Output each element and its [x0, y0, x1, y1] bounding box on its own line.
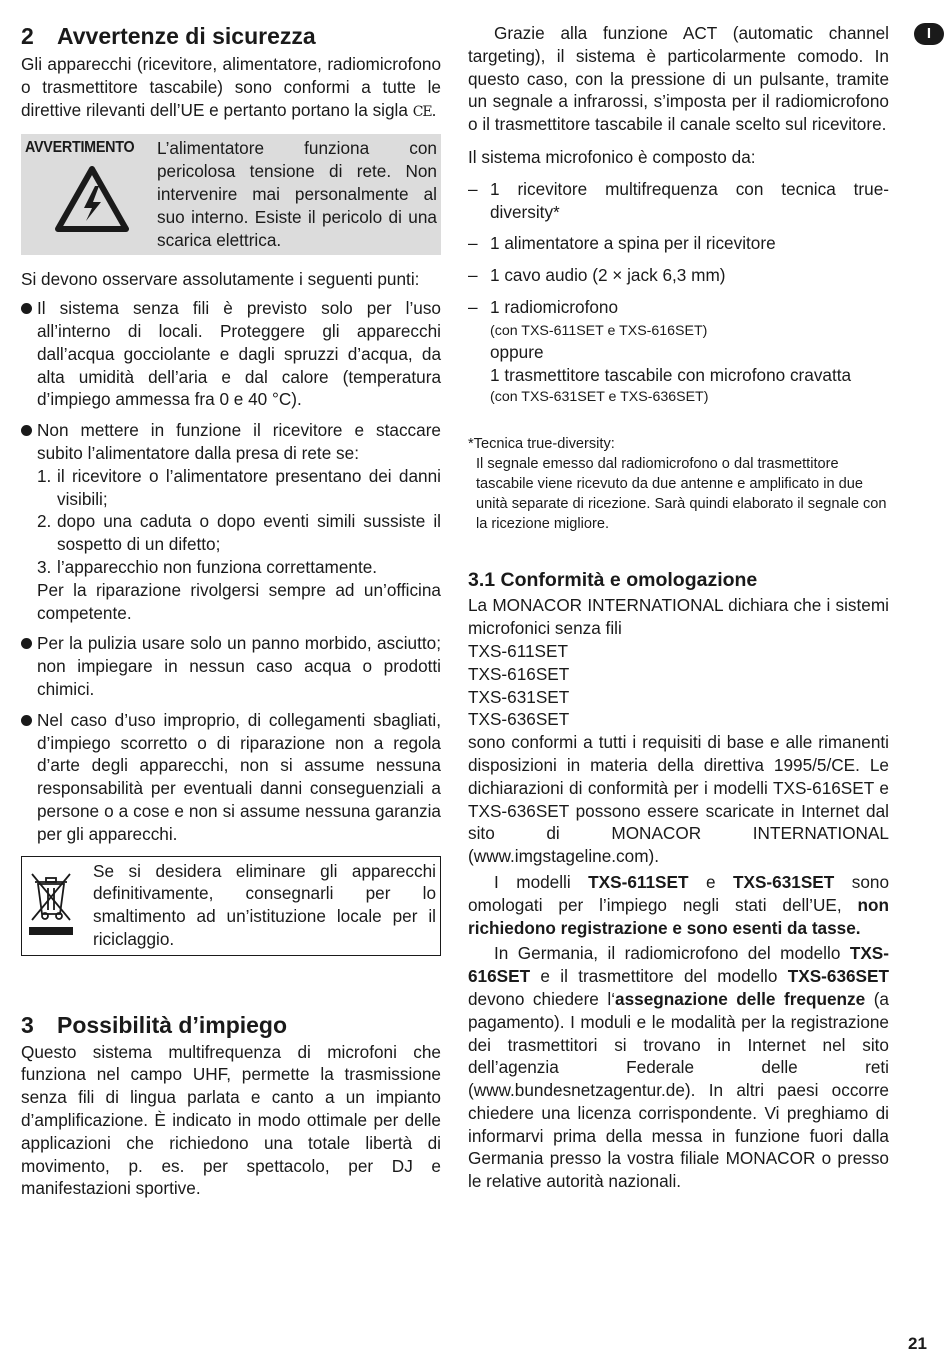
bullet-dot	[21, 425, 32, 436]
act-paragraph: Grazie alla funzione ACT (automatic channel targeting), il sistema è particolarmente comodo. In questo caso, con la pressione di un pulsante, tramite un segnale a infrarossi, s’imposta per il radiomicrofono o il trasmettitore tascabile il canale scelto sul ricevitore.	[468, 23, 889, 135]
list-item: – 1 ricevitore multifrequenza con tecnica true-diversity*	[468, 178, 889, 222]
approval-paragraph: I modelli TXS-611SET e TXS-631SET sono omologati per l’impiego negli stati dell’UE, non richiedono registrazione e sono esenti da tasse.	[468, 871, 890, 938]
observe-points: Si devono osservare assolutamente i seguenti punti:	[21, 269, 420, 290]
language-tab: I	[914, 23, 944, 45]
bullet-dot	[21, 303, 32, 314]
disposal-box	[21, 856, 441, 956]
section-3-body: Questo sistema multifrequenza di microfoni che funziona nel campo UHF, permette la trasmissione senza fili di lingua parlata e canto a un impianto d’amplificazione. È indicato in modo ottimale per delle applicazioni che richiedono una totale libertà di movimento, p. es. per spettacolo, per DJ e manifestazioni sportive.	[21, 1041, 441, 1199]
footnote-title: *Tecnica true-diversity:	[468, 436, 615, 453]
section-3-heading: 3 Possibilità d’impiego	[21, 1011, 288, 1038]
composition-intro: Il sistema microfonico è composto da:	[468, 146, 756, 167]
page-number: 21	[908, 1334, 927, 1353]
model-item: TXS-611SET	[468, 640, 568, 661]
section-3-1-heading: 3.1 Conformità e omologazione	[468, 569, 758, 592]
section-2-heading: 2 Avvertenze di sicurezza	[21, 23, 316, 49]
warning-text: L’alimentatore funziona con pericolosa tensione di rete. Non intervenire mai personalmente al suo interno. Esiste il pericolo di una scarica elettrica.	[157, 138, 437, 250]
bullet-item: Per la pulizia usare solo un panno morbido, asciutto; non impiegare in nessun caso acqua o prodotti chimici.	[21, 632, 441, 700]
bullet-item: Nel caso d’uso improprio, di collegamenti sbagliati, d’impiego scorretto o di riparazione non a regola d’arte degli apparecchi, non si assume nessuna responsabilità per eventuali danni conseguenziali a persone o a cose e non si assume nessuna garanzia per gli apparecchi.	[21, 709, 441, 846]
numbered-item: 2. dopo una caduta o dopo eventi simili sussiste il sospetto di un difetto;	[37, 511, 441, 555]
germany-paragraph: In Germania, il radiomicrofono del modello TXS-616SET e il trasmettitore del modello TXS-636SET devono chiedere l‘assegnazione delle frequenze (a pagamento). I moduli e le modalità per la registrazione dei trasmettitori si trovano in Internet nel sito dell’agenzia Federale delle reti (www.bundesnetzagentur.de). In altri paesi occorre chiedere una licenza corrispondente. Vi preghiamo di informarvi prima della messa in funzione fuori dalla Germania presso la vostra filiale MONACOR o presso le relative autorità nazionali.	[468, 943, 889, 1192]
warning-box	[21, 134, 441, 255]
list-item: – 1 cavo audio (2 × jack 6,3 mm)	[468, 265, 726, 286]
bullet-item: Il sistema senza fili è previsto solo per l’uso all’interno di locali. Proteggere gli apparecchi dall’acqua gocciolante e dagli spruzzi d’acqua, da alta umidità dell’aria e dal calore (temperatura d’impiego ammessa fra 0 e 40 °C).	[21, 297, 441, 411]
model-item: TXS-636SET	[468, 709, 570, 730]
list-item: – 1 alimentatore a spina per il ricevitore	[468, 233, 776, 254]
numbered-item: 1. il ricevitore o l’alimentatore presentano dei danni visibili;	[37, 465, 441, 509]
conformity-intro: La MONACOR INTERNATIONAL dichiara che i sistemi microfonici senza fili	[468, 595, 889, 639]
ce-mark: CE	[412, 103, 432, 120]
model-item: TXS-631SET	[468, 686, 570, 707]
model-item: TXS-616SET	[468, 663, 570, 684]
footnote-text: Il segnale emesso dal radiomicrofono o dal trasmettitore tascabile viene ricevuto da due antenne e amplificato in due unità separate di ricezione. Sarà quindi elaborato il segnale con la ricezione migliore.	[476, 456, 887, 533]
disposal-text: Se si desidera eliminare gli apparecchi definitivamente, consegnarli per lo smaltimento ad un’istituzione locale per il riciclaggio.	[93, 860, 436, 949]
left-column	[21, 22, 441, 1200]
bullet-item: Non mettere in funzione il ricevitore e staccare subito l’alimentatore dalla presa di rete se: 1. il ricevitore o l’alimentatore presentano dei danni visibili; 2. dopo una caduta o dopo eventi simili sussiste il sospetto di un difetto; 3. l’apparecchio non funziona correttamente. Per la riparazione rivolgersi sempre ad un’officina competente.	[21, 419, 441, 624]
right-column	[468, 22, 889, 1193]
numbered-item: 3. l’apparecchio non funziona correttamente.	[37, 556, 378, 577]
list-item: – 1 radiomicrofono (con TXS-611SET e TXS-616SET) oppure 1 trasmettitore tascabile con microfono cravatta (con TXS-631SET e TXS-636SET)	[468, 296, 852, 406]
crossed-bin-icon	[29, 870, 73, 936]
bullet-dot	[21, 638, 32, 649]
section-2-intro: Gli apparecchi (ricevitore, alimentatore, radiomicrofono o trasmettitore tascabile) sono conformi a tutte le direttive rilevanti dell’UE e pertanto portano la sigla CE.	[21, 54, 441, 120]
high-voltage-warning-icon	[55, 166, 129, 232]
conformity-text: sono conformi a tutti i requisiti di base e alle rimanenti disposizioni in materia della direttiva 1995/5/CE. Le dichiarazioni di conformità per i modelli TXS-616SET e TXS-636SET possono essere scaricate in Internet dal sito di MONACOR INTERNATIONAL (www.imgstageline.com).	[468, 732, 889, 867]
warning-label: AVVERTIMENTO	[25, 139, 135, 157]
numbered-list	[37, 465, 441, 579]
bullet-dot	[21, 715, 32, 726]
